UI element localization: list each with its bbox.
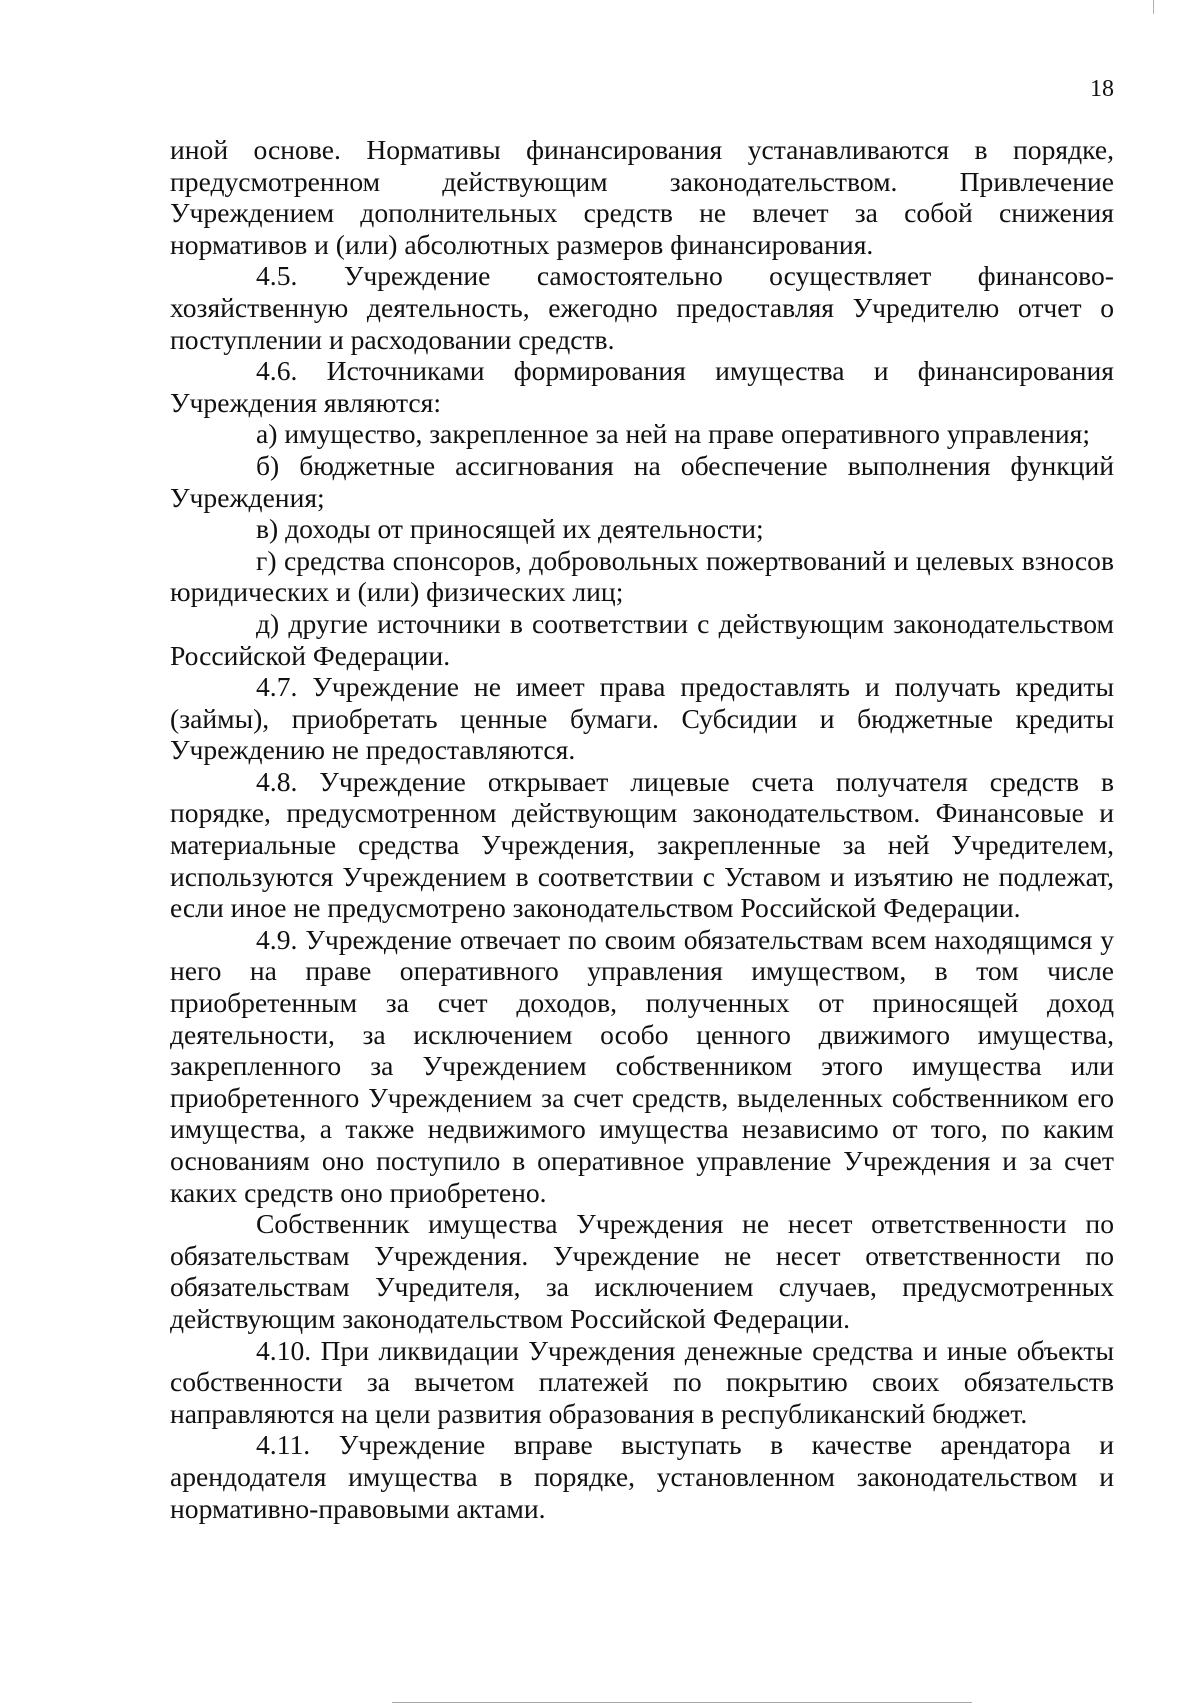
paragraph-4-9: 4.9. Учреждение отвечает по своим обязательствам всем находящимся у него на праве оперативного управления имуществом, в том числе приобретенным за счет доходов, полученных от приносящей доход деятельности, за исключением особо ценного движимого имущества, закрепленного за Учреждением собственником этого имущества или приобретенного Учреждением за счет средств, выделенных собственником его имущества, а также недвижимого имущества независимо от того, по каким основаниям оно поступило в оперативное управление Учреждения и за счет каких средств оно приобретено.	[170, 923, 1114, 1208]
paragraph-owner-liability: Собственник имущества Учреждения не несет ответственности по обязательствам Учреждения. Учреждение не несет ответственности по обязательствам Учредителя, за исключением случаев, предусмотренных действующим законодательством Российской Федерации.	[170, 1208, 1114, 1334]
paragraph-continuation: иной основе. Нормативы финансирования устанавливаются в порядке, предусмотренном действующим законодательством. Привлечение Учреждением дополнительных средств не влечет за собой снижения нормативов и (или) абсолютных размеров финансирования.	[170, 134, 1114, 260]
list-item-a: а) имущество, закрепленное за ней на праве оперативного управления;	[256, 418, 1091, 450]
scan-edge-mark	[1153, 0, 1154, 14]
scan-bottom-line	[392, 1702, 972, 1703]
paragraph-4-10: 4.10. При ликвидации Учреждения денежные средства и иные объекты собственности за вычетом платежей по покрытию своих обязательств направляются на цели развития образования в республиканский бюджет.	[170, 1334, 1114, 1429]
paragraph-4-6: 4.6. Источниками формирования имущества и финансирования Учреждения являются:	[170, 355, 1114, 418]
list-item-g: г) средства спонсоров, добровольных пожертвований и целевых взносов юридических и (или) физических лиц;	[170, 544, 1114, 608]
paragraph-4-11: 4.11. Учреждение вправе выступать в качестве арендатора и арендодателя имущества в порядке, установленном законодательством и нормативно-правовыми актами.	[170, 1429, 1114, 1524]
list-item-b: б) бюджетные ассигнования на обеспечение выполнения функций Учреждения;	[170, 449, 1114, 513]
paragraph-4-8: 4.8. Учреждение открывает лицевые счета получателя средств в порядке, предусмотренном действующим законодательством. Финансовые и материальные средства Учреждения, закрепленные за ней Учредителем, используются Учреждением в соответствии с Уставом и изъятию не подлежат, если иное не предусмотрено законодательством Российской Федерации.	[170, 765, 1114, 924]
paragraph-4-7: 4.7. Учреждение не имеет права предоставлять и получать кредиты (займы), приобретать ценные бумаги. Субсидии и бюджетные кредиты Учреждению не предоставляются.	[170, 671, 1114, 766]
list-item-v: в) доходы от приносящей их деятельности;	[256, 513, 764, 545]
page-number: 18	[1090, 76, 1114, 102]
list-item-d: д) другие источники в соответствии с действующим законодательством Российской Федерации.	[170, 607, 1114, 671]
paragraph-4-5: 4.5. Учреждение самостоятельно осуществляет финансово-хозяйственную деятельность, ежегодно предоставляя Учредителю отчет о поступлении и расходовании средств.	[170, 260, 1114, 355]
document-body	[170, 134, 1114, 1524]
